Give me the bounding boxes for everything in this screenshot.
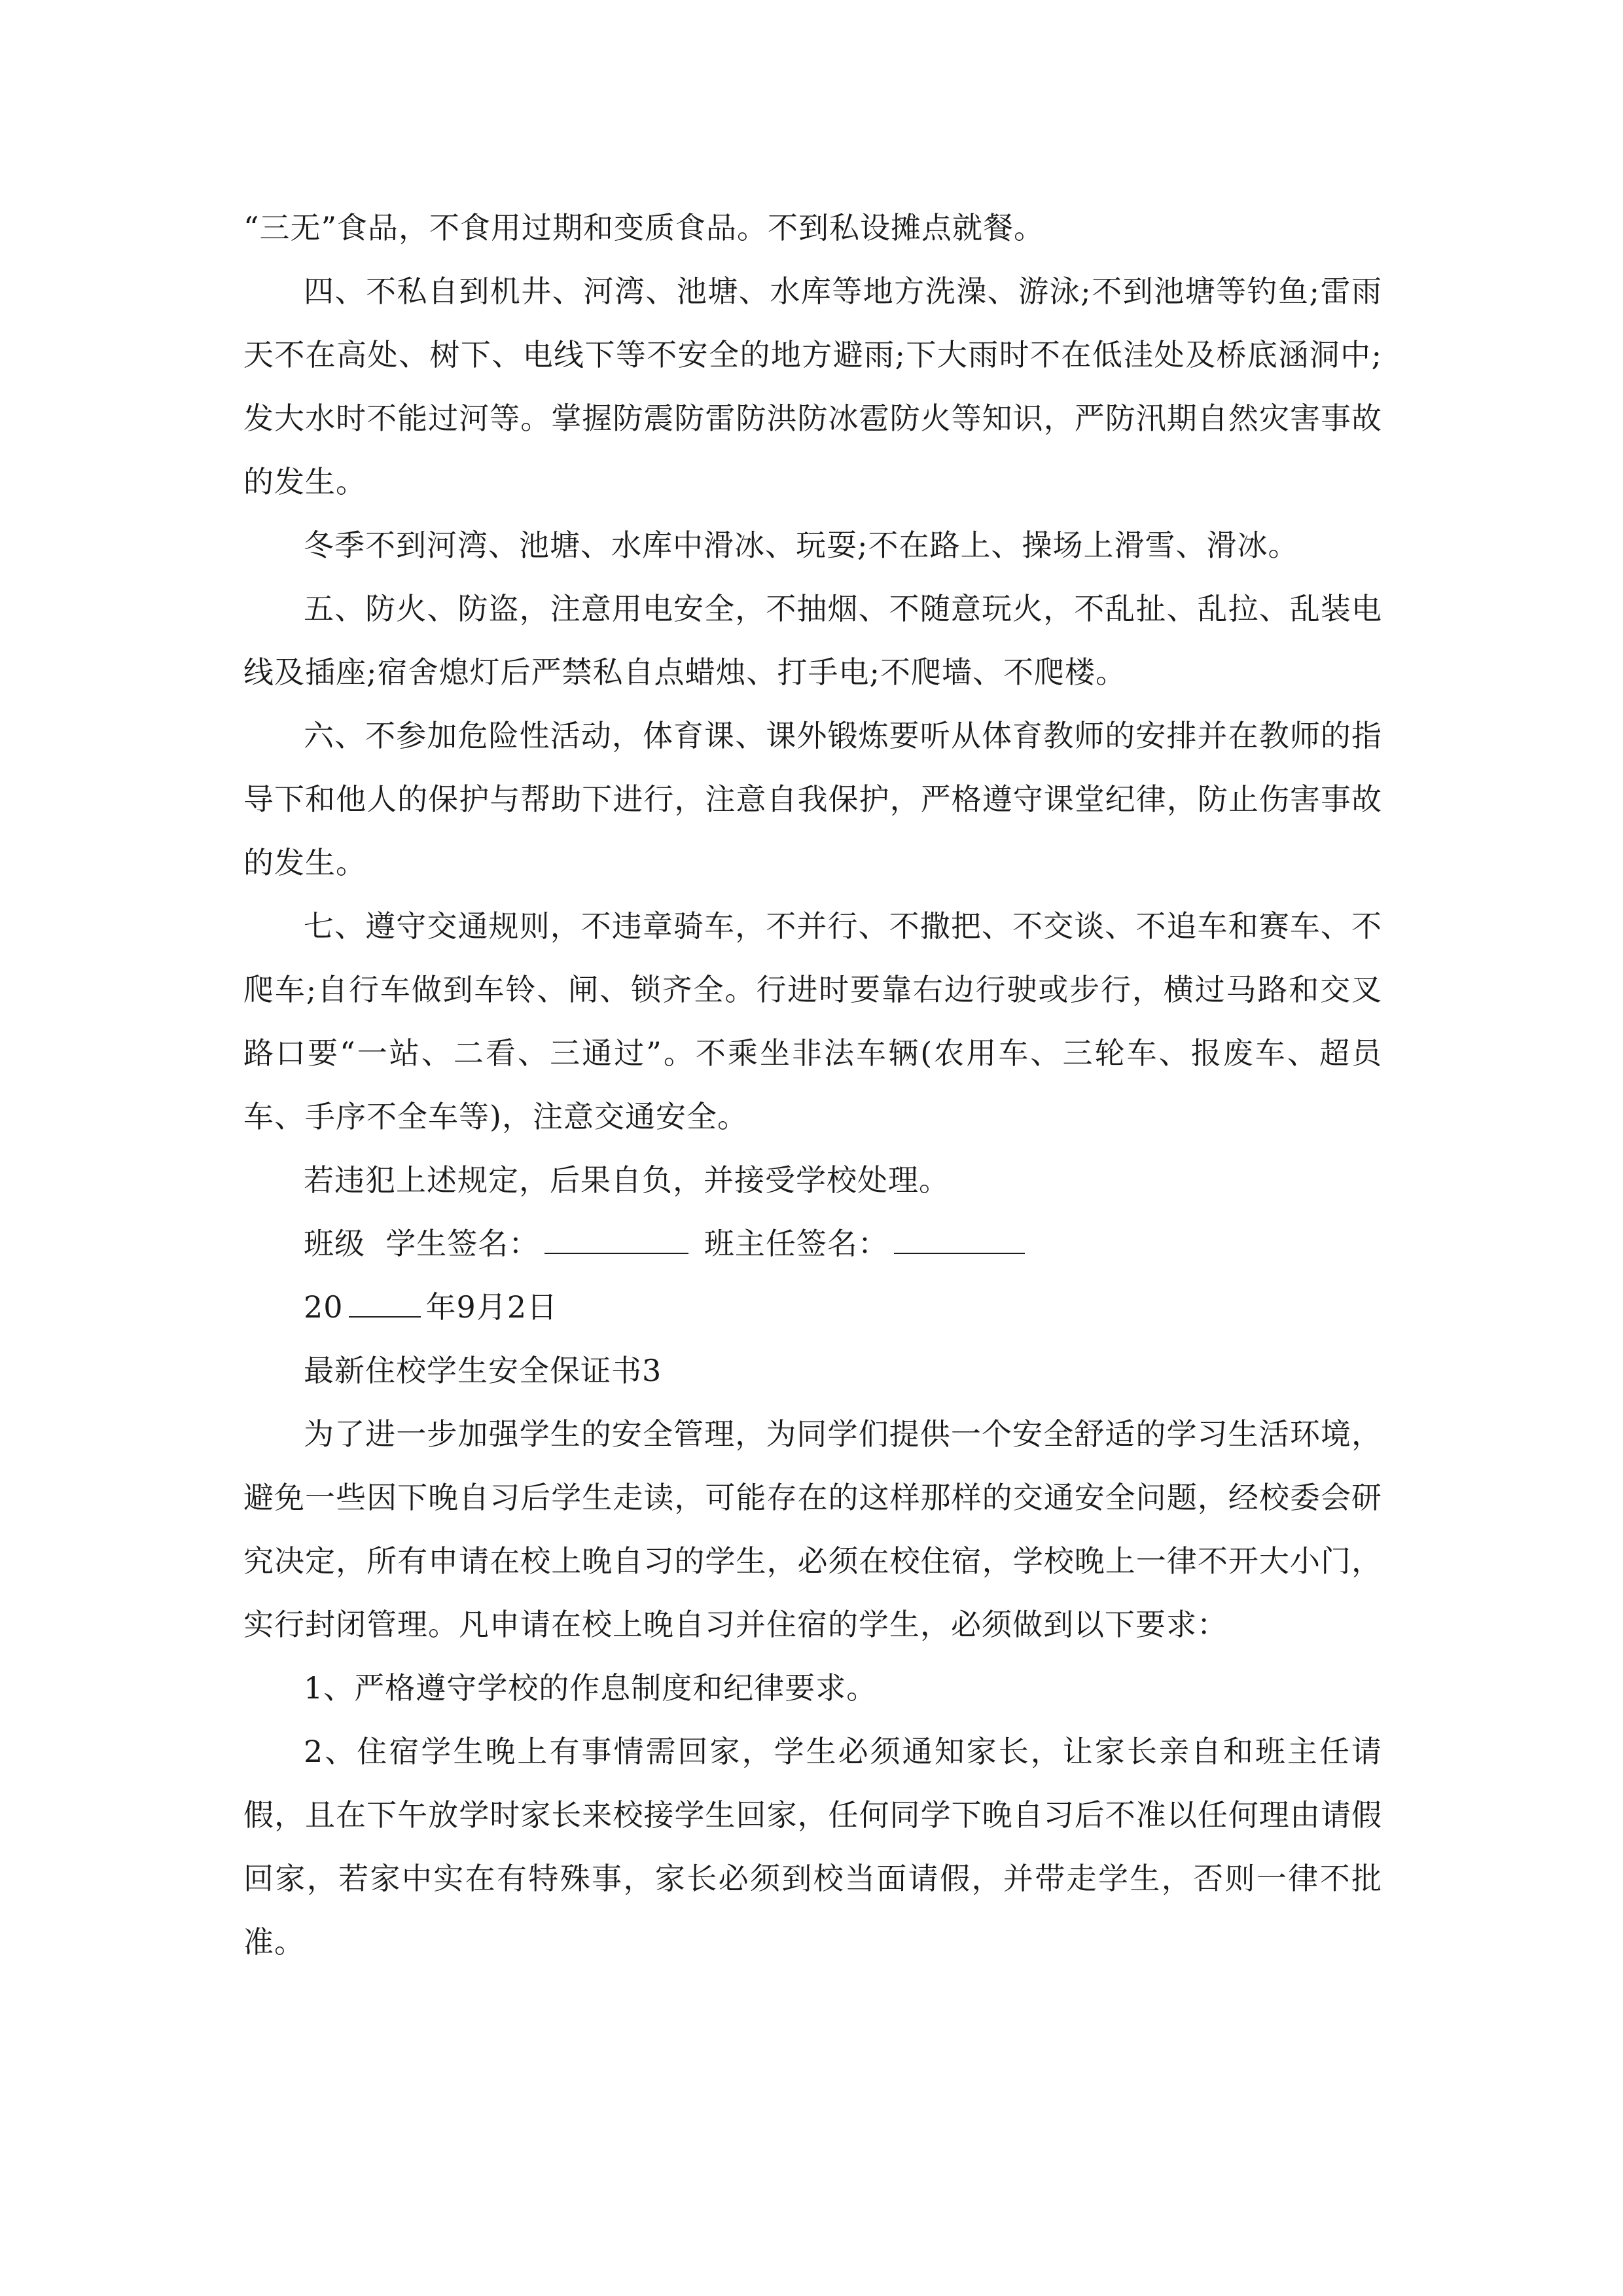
document-body: [243, 196, 1382, 1974]
student-signature-label: 学生签名：: [385, 1226, 540, 1261]
paragraph-rule-seven: 七、遵守交通规则，不违章骑车，不并行、不撒把、不交谈、不追车和赛车、不爬车;自行车做到车铃、闸、锁齐全。行进时要靠右边行驶或步行，横过马路和交叉路口要“一站、二看、三通过”。不乘坐非法车辆(农用车、三轮车、报废车、超员车、手序不全车等)，注意交通安全。: [243, 908, 1382, 1134]
date-year-blank: [349, 1290, 421, 1318]
paragraph-winter: 冬季不到河湾、池塘、水库中滑冰、玩耍;不在路上、操场上滑雪、滑冰。: [304, 528, 1299, 563]
paragraph-rule-four: 四、不私自到机井、河湾、池塘、水库等地方洗澡、游泳;不到池塘等钓鱼;雷雨天不在高处、树下、电线下等不安全的地方避雨;下大雨时不在低洼处及桥底涵洞中;发大水时不能过河等。掌握防震防雷防洪防冰雹防火等知识，严防汛期自然灾害事故的发生。: [243, 274, 1382, 499]
date-rest: 年9月2日: [425, 1289, 558, 1325]
paragraph-rule-six: 六、不参加危险性活动，体育课、课外锻炼要听从体育教师的安排并在教师的指导下和他人的保护与帮助下进行，注意自我保护，严格遵守课堂纪律，防止伤害事故的发生。: [243, 718, 1382, 880]
signature-line: [243, 1212, 1382, 1276]
class-label: 班级: [304, 1226, 365, 1261]
date-line: [243, 1276, 1382, 1339]
section-title: 最新住校学生安全保证书3: [304, 1353, 662, 1388]
teacher-signature-blank: [894, 1227, 1025, 1254]
paragraph-rule-five: 五、防火、防盗，注意用电安全，不抽烟、不随意玩火，不乱扯、乱拉、乱装电线及插座;宿舍熄灯后严禁私自点蜡烛、打手电;不爬墙、不爬楼。: [243, 591, 1382, 690]
student-signature-blank: [544, 1227, 688, 1254]
paragraph-consequence: 若违犯上述规定，后果自负，并接受学校处理。: [304, 1162, 950, 1198]
teacher-signature-label: 班主任签名：: [704, 1226, 889, 1261]
paragraph-food-safety: “三无”食品，不食用过期和变质食品。不到私设摊点就餐。: [243, 210, 1045, 245]
paragraph-requirement-one: 1、严格遵守学校的作息制度和纪律要求。: [304, 1670, 878, 1706]
paragraph-intro: 为了进一步加强学生的安全管理，为同学们提供一个安全舒适的学习生活环境，避免一些因下晚自习后学生走读，可能存在的这样那样的交通安全问题，经校委会研究决定，所有申请在校上晚自习的学生，必须在校住宿，学校晚上一律不开大小门，实行封闭管理。凡申请在校上晚自习并住宿的学生，必须做到以下要求：: [243, 1416, 1382, 1642]
paragraph-requirement-two: 2、住宿学生晚上有事情需回家，学生必须通知家长，让家长亲自和班主任请假，且在下午放学时家长来校接学生回家，任何同学下晚自习后不准以任何理由请假回家，若家中实在有特殊事，家长必须到校当面请假，并带走学生，否则一律不批准。: [243, 1734, 1382, 1960]
date-year-prefix: 20: [304, 1289, 344, 1325]
